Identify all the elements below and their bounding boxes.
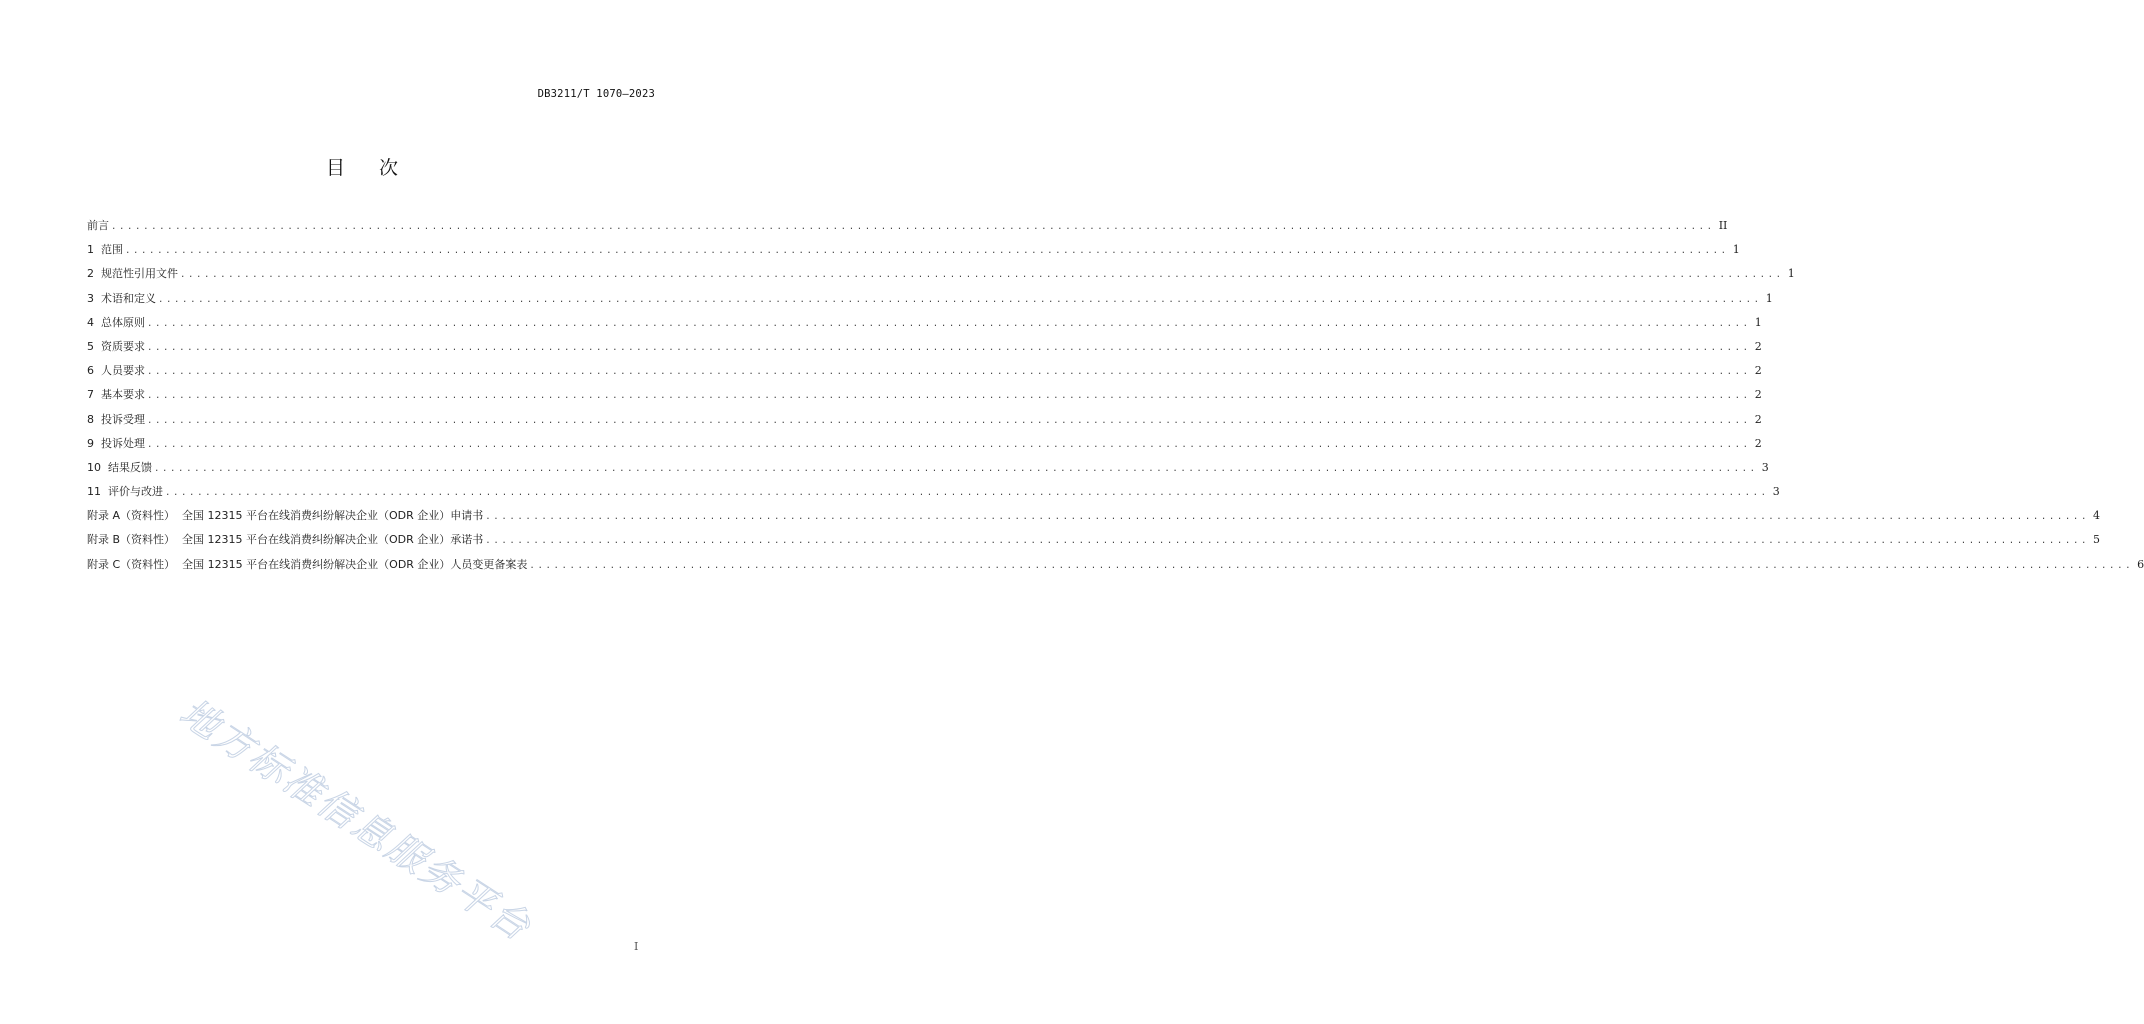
- toc-entry-page: 2: [1754, 364, 1762, 378]
- toc-dot-leader: ........................................................................................................................................................................................................: [165, 488, 1769, 499]
- toc-entry-page: 1: [1787, 267, 1795, 281]
- toc-dot-leader: ........................................................................................................................................................................................................: [147, 342, 1751, 353]
- toc-dot-leader: ........................................................................................................................................................................................................: [125, 246, 1729, 257]
- toc-entry-label: 附录 C（资料性） 全国 12315 平台在线消费纠纷解决企业（ODR 企业）人员变更备案表: [87, 557, 528, 571]
- toc-entry-label: 6 人员要求: [87, 364, 145, 378]
- toc-dot-leader: ........................................................................................................................................................................................................: [485, 536, 2089, 547]
- toc-entry-label: 3 术语和定义: [87, 291, 156, 305]
- toc-entry-label: 11 评价与改进: [87, 485, 163, 499]
- toc-entry-page: 2: [1754, 412, 1762, 426]
- toc-dot-leader: ........................................................................................................................................................................................................: [154, 463, 1758, 474]
- toc-entry[interactable]: [87, 435, 1762, 459]
- toc-entry-label: 8 投诉受理: [87, 412, 145, 426]
- toc-entry[interactable]: [87, 556, 2144, 580]
- toc-entry-label: 附录 A（资料性） 全国 12315 平台在线消费纠纷解决企业（ODR 企业）申请书: [87, 509, 484, 523]
- toc-entry[interactable]: [87, 507, 2100, 531]
- toc-entry-label: 1 范围: [87, 243, 123, 257]
- toc-entry-label: 9 投诉处理: [87, 436, 145, 450]
- toc-entry-label: 2 规范性引用文件: [87, 267, 178, 281]
- toc-entry[interactable]: [87, 290, 1773, 314]
- toc-entry-page: 3: [1772, 485, 1780, 499]
- toc-entry[interactable]: [87, 483, 1780, 507]
- toc-entry[interactable]: [87, 386, 1762, 410]
- watermark: 地方标准信息服务平台: [172, 689, 540, 951]
- toc-entry-page: 1: [1754, 315, 1762, 329]
- toc-entry-page: II: [1718, 219, 1728, 232]
- toc-dot-leader: ........................................................................................................................................................................................................: [158, 294, 1762, 305]
- page-number: I: [634, 940, 639, 953]
- toc-dot-leader: ........................................................................................................................................................................................................: [147, 318, 1751, 329]
- toc-dot-leader: ........................................................................................................................................................................................................: [147, 439, 1751, 450]
- toc-entry-label: 7 基本要求: [87, 388, 145, 402]
- standard-code: DB3211/T 1070—2023: [537, 88, 655, 100]
- toc-entry-page: 2: [1754, 436, 1762, 450]
- toc-entry-label: 前言: [87, 219, 109, 232]
- toc-dot-leader: ........................................................................................................................................................................................................: [147, 391, 1751, 402]
- toc-entry-page: 6: [2137, 557, 2144, 571]
- toc-entry[interactable]: [87, 459, 1769, 483]
- toc-entry-page: 3: [1761, 460, 1769, 474]
- toc-entry[interactable]: [87, 217, 1728, 241]
- toc-dot-leader: ........................................................................................................................................................................................................: [111, 222, 1715, 232]
- toc-entry-label: 10 结果反馈: [87, 460, 152, 474]
- toc-entry-page: 1: [1732, 243, 1740, 257]
- toc-entry[interactable]: [87, 314, 1762, 338]
- toc-dot-leader: ........................................................................................................................................................................................................: [147, 367, 1751, 378]
- toc-dot-leader: ........................................................................................................................................................................................................: [147, 415, 1751, 426]
- toc-entry-page: 2: [1754, 339, 1762, 353]
- toc-entry[interactable]: [87, 531, 2100, 555]
- toc-entry-label: 4 总体原则: [87, 315, 145, 329]
- toc-entry-page: 4: [2092, 509, 2100, 523]
- table-of-contents: [87, 217, 2144, 580]
- toc-dot-leader: ........................................................................................................................................................................................................: [180, 270, 1784, 281]
- toc-entry-page: 1: [1765, 291, 1773, 305]
- toc-dot-leader: ........................................................................................................................................................................................................: [529, 560, 2134, 571]
- toc-entry-page: 5: [2093, 533, 2100, 547]
- toc-entry-page: 2: [1754, 388, 1762, 402]
- toc-entry[interactable]: [87, 265, 1795, 289]
- toc-title: 目 次: [325, 157, 413, 179]
- toc-entry-label: 5 资质要求: [87, 339, 145, 353]
- toc-dot-leader: ........................................................................................................................................................................................................: [485, 512, 2089, 523]
- toc-entry[interactable]: [87, 241, 1740, 265]
- toc-entry[interactable]: [87, 362, 1762, 386]
- toc-entry-label: 附录 B（资料性） 全国 12315 平台在线消费纠纷解决企业（ODR 企业）承诺书: [87, 533, 484, 547]
- toc-entry[interactable]: [87, 338, 1762, 362]
- toc-entry[interactable]: [87, 411, 1762, 435]
